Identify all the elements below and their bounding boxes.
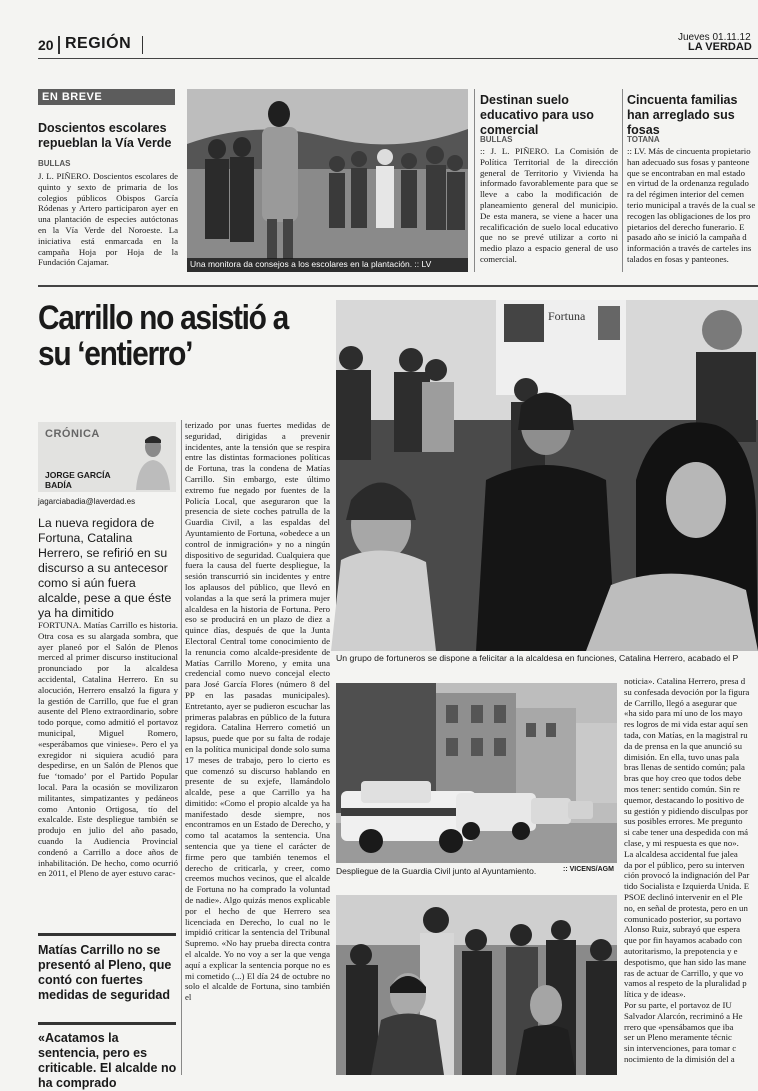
text-line: no, en señal de protesta, pero en un — [624, 902, 748, 913]
text-line: Salvador Alarcón, recriminó a He — [624, 1010, 743, 1021]
text-line: lítica y de ideas». — [624, 989, 686, 1000]
text-line: dimisión. En ella, tuvo unas pala — [624, 751, 740, 762]
column-rule — [622, 89, 623, 272]
main-photo-illustration — [336, 300, 758, 651]
article-kicker: CRÓNICA — [45, 428, 100, 440]
text-line: ser un Pleno meramente técnic — [624, 1032, 732, 1043]
text-line: La alcaldesa accidental fue jalea — [624, 848, 738, 859]
issue-date: Jueves 01.11.12 — [678, 32, 751, 43]
brief-headline: Doscientos escolares repueblan la Vía Verde — [38, 121, 172, 150]
text-line: si cabe tener una despedida con má — [624, 827, 749, 838]
brief-location: BULLAS — [38, 159, 71, 168]
author-name: JORGE GARCÍA BADÍA — [45, 470, 111, 490]
article-body-column: FORTUNA. Matías Carrillo es historia. Otra cosa es su alargada sombra, que ayer planeó por el Salón de Plenos merced al primer discurso institucional pronunciado por la alcaldesa accidental, Catalina Herrero. En su alocución, Herrero ensalzó la figura y la gestión de Carrillo, que fue el gran ausente del Pleno extraordinario, sobre todo porque, como admitió el portavoz municipal, Miguel Romero, «esperábamos que viniese». Pero el ya exregidor ni siquiera acudió para despedirse, en un Salón de Plenos que fue ‘tomado’ por el Partido Popular local. Para la ocasión se movilizaron militantes, simpatizantes y pedáneos como Antonio Ortigosa, tío del exalcalde. Este despliegue también se produjo en julio del año pasado, cuando la Audiencia Provincial condenó a Carrillo a doce años de inhabilitación. De hecho, como ocurrió en 2011, el Pleno de ayer estuvo carac- — [38, 620, 178, 879]
article-headline: Carrillo no asistió a su ‘entierro’ — [38, 299, 288, 373]
text-line: mos tener: sentido común. Sin re — [624, 783, 740, 794]
text-line: en virtud de la ordenanza regulado — [627, 178, 749, 189]
brief-body: J. L. PIÑERO. Doscientos escolares de quinto y sexto de primaria de los colegios públicos Obispos García Ródenas y Artero participaron ayer en una plantación de especies autóctonas en la Vía Verde del Noroeste. La iniciativa está enmarcada en la campaña Hoja por Hoja de la Fundación Cajamar. — [38, 171, 178, 268]
text-line: bras llenas de sentido común; pala — [624, 762, 745, 773]
pull-quote: Matías Carrillo no se presentó al Pleno, que contó con fuertes medidas de seguridad — [38, 943, 172, 1002]
article-lead: La nueva regidora de Fortuna, Catalina Herrero, se refirió en su discurso a su antecesor como si aún fuera alcalde, pese a que éste ya ha dimitido — [38, 516, 172, 620]
text-line: Alonso Ruiz, subrayó que espera — [624, 924, 741, 935]
crowd-congratulating-photo — [336, 300, 758, 651]
article-body-column — [624, 676, 758, 1075]
text-line: tido Socialista e Izquierda Unida. E — [624, 881, 750, 892]
photo-caption: Despliegue de la Guardia Civil junto al Ayuntamiento. — [336, 866, 537, 876]
text-line: da por el público, pero su interven — [624, 859, 745, 870]
newspaper-name: LA VERDAD — [688, 41, 752, 53]
header-rule — [38, 58, 758, 59]
text-line: autoritarismo, la prepotencia y e — [624, 945, 738, 956]
text-line: que se encontraban en mal estado — [627, 167, 745, 178]
text-line: su confesada devoción por la figura — [624, 686, 750, 697]
text-line: talados en fosas y panteones. — [627, 253, 729, 264]
photo-caption: Un grupo de fortuneros se dispone a felicitar a la alcaldesa en funciones, Catalina Herrero, acabado el P — [336, 653, 739, 663]
author-email: jagarciabadia@laverdad.es — [38, 497, 136, 506]
brief-body: :: J. L. PIÑERO. La Comisión de Política Territorial de la dirección general de Territorio y Vivienda ha informado favorablemente para que se lleve a cabo la modificación de planeamiento general del municipio. De esta manera, se viene a hacer una recalificación de suelo local educativo que no se prevé utilizar a corto ni medio plazo a espacio general de uso comercial. — [480, 146, 618, 264]
text-line: pietarios del derecho funerario. E — [627, 221, 745, 232]
text-line: comunicado posterior, su portavo — [624, 913, 742, 924]
school-planting-photo — [187, 89, 468, 272]
pull-quote: «Acatamos la sentencia, pero es criticable. El alcalde no ha comprado — [38, 1031, 177, 1090]
brief-body — [627, 146, 758, 265]
text-line: recogen las obligaciones de los pro — [627, 210, 751, 221]
text-line: terio municipal a través de la cual se — [627, 199, 756, 210]
brief-location: TOTANA — [627, 135, 660, 144]
section-title: REGIÓN — [65, 35, 132, 52]
text-line: información a través de carteles ins — [627, 243, 752, 254]
text-line: ras de actuar de Carrillo, y que vo — [624, 967, 744, 978]
page-number: 20 — [38, 37, 54, 53]
text-line: rrero que «pensábamos que iba — [624, 1021, 734, 1032]
pull-quote-rule — [38, 1022, 176, 1025]
text-line: nocimiento de la dimisión del a — [624, 1053, 735, 1064]
fortuna-sign-text: Fortuna — [548, 309, 586, 323]
text-line: ción provocó la indignación del Par — [624, 870, 750, 881]
text-line: sin intervenciones, para tomar c — [624, 1043, 737, 1054]
text-line: PSOE declinó intervenir en el Ple — [624, 891, 743, 902]
column-rule — [474, 89, 475, 272]
text-line: clase, y mi respuesta es que no». — [624, 837, 739, 848]
brief-headline: Cincuenta familias han arreglado sus fosas — [627, 93, 738, 137]
text-line: despotismo, que han sido las mane — [624, 956, 747, 967]
text-line: su gestión y pidiendo disculpas por — [624, 805, 748, 816]
text-line: tada, con Matías, en la magistral ru — [624, 729, 748, 740]
audience-photo — [336, 895, 617, 1075]
text-line: da de prensa en la que anunció su — [624, 740, 742, 751]
header-divider — [58, 36, 60, 54]
pull-quote-rule — [38, 933, 176, 936]
photo-credit: :: VICENS/AGM — [563, 866, 614, 873]
article-body-column: terizado por unas fuertes medidas de seguridad, dirigidas a prevenir incidentes, ante la tensión que se respira entre las distintas formaciones políticas de Fortuna, tras la condena de Matías Carrillo. Sin embargo, este último extremo fue negado por fuentes de la Policía Local, que aseguraron que la presencia de siete coches patrulla de la Guardia Civil, a las espaldas del Ayuntamiento de Fortuna, «obedece a un control de inmigración» y no a ningún dispositivo de seguridad. Cualquiera que fuera la causa del fuerte despliegue, la sesión transcurrió sin incidentes y entre los aplausos del público, que llevó en volandas a la que será la primera mujer alcaldesa en la historia de Fortuna. Pero eso se producirá en un plazo de diez a quince días, después de que la Junta Electoral Central tome conocimiento de la renuncia como alcalde-presidente de Matías Carrillo Moreno, y emita una credencial como nuevo concejal electo para José García Flores (número 8 del PP en las pasadas municipales). Entretanto, ayer se pudieron escuchar las primeras palabras en público de la futura regidora. Catalina Herrero cometió un lapsus, puede que por su falta de rodaje en la política municipal donde solo suma 17 meses de trabajo, pero lo cierto es que comenzó su discurso hablando en presente de su exjefe, llamándolo alcalde, pese a que Carrillo ya ha dimitido: «Como el propio alcalde ya ha manifestado desde siempre, nos encontramos en un Estado de Derecho, y como tal acatamos la sentencia. Una sentencia que ya tiene el carácter de firme pero que también tenemos el derecho de criticarla, y creer, como creemos muchos vecinos, que el alcalde de Fortuna no ha comprado la voluntad de nadie». Algo quizás menos explicable por el hecho de que Herrero sea licenciada en Derecho, lo cual no le impidió criticar la sentencia del Tribunal Supremo. «No hay prueba directa contra el alcalde. Yo no voy a ser la que venga aquí a explicar la sentencia porque no es mi cometido (...) El día 24 de octubre no solo el alcalde de Fortuna, sino también el — [185, 420, 330, 1003]
author-portrait-illustration — [134, 430, 172, 490]
text-line: vamos al respeto de la pluralidad p — [624, 978, 747, 989]
text-line: bras que hoy creo que todos debe — [624, 773, 742, 784]
en-breve-badge: EN BREVE — [38, 89, 175, 105]
text-line: «ha sido para mí uno de los mayo — [624, 708, 743, 719]
author-photo — [134, 430, 172, 490]
header-divider — [142, 36, 143, 54]
audience-photo-illustration — [336, 895, 617, 1075]
text-line: noticia». Catalina Herrero, presa d — [624, 676, 746, 686]
brief-headline: Destinan suelo educativo para uso comercial — [480, 93, 594, 137]
guardia-civil-street-photo — [336, 683, 617, 863]
school-photo-illustration — [187, 89, 468, 272]
column-rule — [181, 420, 182, 1075]
street-photo-illustration — [336, 683, 617, 863]
text-line: sus posibles errores. Me pregunto — [624, 816, 743, 827]
text-line: de Carrillo, llegó a asegurar que — [624, 697, 737, 708]
text-line: ra del régimen interior del cemen — [627, 189, 744, 200]
text-line: han adecuado sus fosas y panteone — [627, 156, 750, 167]
text-line: quemor, destacando lo positivo de — [624, 794, 745, 805]
text-line: pasado año se inició la campaña d — [627, 232, 747, 243]
text-line: res logros de mi vida estar aquí sen — [624, 719, 748, 730]
text-line: Por su parte, el portavoz de IU — [624, 999, 732, 1010]
section-rule — [38, 285, 758, 287]
text-line: que por fin hayamos acabado con — [624, 935, 742, 946]
photo-caption: Una monitora da consejos a los escolares en la plantación. :: LV — [187, 258, 468, 272]
text-line: :: LV. Más de cincuenta propietario — [627, 146, 751, 156]
brief-location: BULLAS — [480, 135, 513, 144]
